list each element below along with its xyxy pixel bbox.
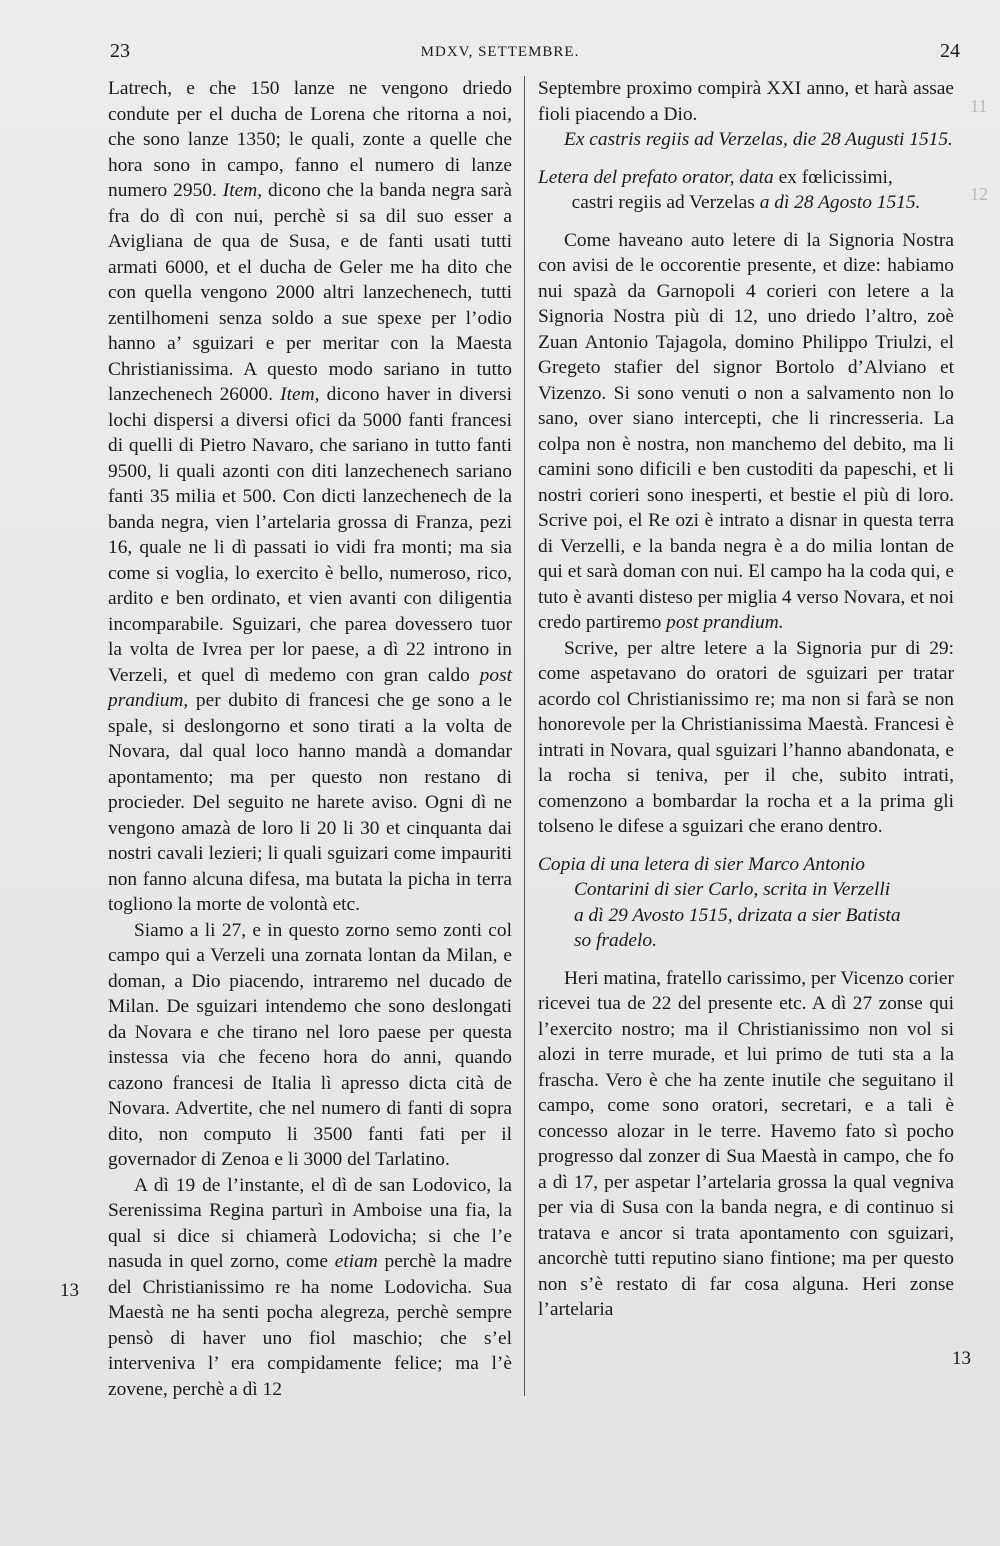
left-margin-marker: 13: [60, 1280, 79, 1301]
text-run: ex fœlicissimi,: [778, 166, 893, 188]
italic-run: Letera del prefato orator, data: [538, 166, 774, 188]
heading-line: a dì 29 Avosto 1515, drizata a sier Batista: [574, 904, 901, 926]
paragraph: Heri matina, fratello carissimo, per Vicenzo corier ricevei tua de 22 del presente etc. A dì 27 zonse qui l’exercito nostro; ma il Christianissimo non vol si alozi in terre murade, et lui primo de tuti sta a la frascha. Vero è che ha zente inutile che seguitano il campo, come sono oratori, secretari, e a tali è concesso alozar in le terre. Havemo fato sì pocho progresso dal zonzer di Sua Maestà in campo, che fo a dì 17, per aspetar l’artelaria grossa la qual vegniva per via di Susa con la banda negra, e di continuo si tratava e ancor si trata apontamento con sguizari, ancorchè tutti reputino siano fintione; ma per questo non s’è restato di far cosa alguna. Heri zonse l’artelaria: [538, 967, 954, 1320]
italic-run: Item,: [280, 384, 320, 405]
section-heading: [538, 165, 954, 191]
paragraph: [108, 76, 512, 918]
paragraph: [538, 228, 954, 636]
text-run: perchè la madre del Christianissimo re ha nome Lodovicha. Sua Maestà ne ha senti pocha alegreza, perchè sempre pensò di haver uno fiol maschio; che s’el interveniva l’ era compidamente felice; ma l’è zovene, perchè a dì 12: [108, 1251, 512, 1400]
dateline: Ex castris regiis ad Verzelas, die 28 Augusti 1515.: [564, 129, 953, 150]
right-margin-marker: 13: [952, 1348, 971, 1369]
text-run: Latrech, e che 150 lanze ne vengono driedo condute per el ducha de Lorena che ritorna a noi, che sono lanze 1350; le quali, zonte a quelle che hora sono in campo, fanno el numero di lanze numero 2950.: [108, 78, 512, 201]
heading-line: Copia di una letera di sier Marco Antonio: [538, 853, 865, 875]
bleed-through-number: 11: [970, 96, 988, 116]
paragraph: Siamo a li 27, e in questo zorno semo zonti col campo qui a Verzeli una zornata lontan da Milan, e doman, a Dio piacendo, intraremo nel ducado de Milan. De sguizari intendemo che sono deslongati da Novara e che tirano nel loro paese per questa instessa via che feceno hora do anni, quando cazono francesi de Italia lì apresso dicta cità de Novara. Advertite, che nel numero di fanti di sopra dito, non computo li 3500 fanti fati per il governador di Zenoa e li 3000 del Tarlatino.: [108, 919, 512, 1170]
paragraph: Septembre proximo compirà XXI anno, et harà assae fioli piacendo a Dio.: [538, 78, 954, 125]
left-page-number: 23: [110, 40, 130, 62]
column-divider: [524, 76, 525, 1396]
running-header: [0, 40, 1000, 68]
right-page-number: 24: [940, 40, 960, 62]
paragraph: Scrive, per altre letere a la Signoria pur di 29: come aspetavano do oratori de sguizari per tratar acordo col Christianissimo re; ma non si farà se non honorevole per la Christianissima Maestà. Francesi è intrati in Novara, qual sguizari l’hanno abandonata, e la rocha si teniva, per il che, subito intrati, comenzono a bombardar la rocha et a la prima gli tolseno le difese a sguizari che erano dentro.: [538, 637, 954, 837]
italic-run: post prandium.: [666, 612, 784, 633]
section-heading-line: [538, 190, 954, 216]
italic-run: a dì 28 Agosto 1515.: [759, 192, 921, 213]
paragraph: [108, 1173, 512, 1403]
text-run: dicono haver in diversi lochi dispersi a diversi ofici da 5000 fanti francesi di quelli di Pietro Navaro, che sariano in tutto fanti 9500, li quali azonti con diti lanzechenech sariano fanti 35 milia et 500. Con dicti lanzechenech de la banda negra, vien l’artelaria grossa di Franza, pezi 16, quale ne li dì passati io vidi fra monti; ma sia come si voglia, lo exercito è bello, numeroso, rico, ardito e ben ordinato, et vien avanti con diligentia incomparabile. Sguizari, che parea dovessero tuor la volta de Ivrea per lor paese, a dì 22 introno in Verzeli, et quel dì medemo con gran caldo: [108, 384, 512, 686]
text-run: A dì 19 de l’instante, el dì de san Lodovico, la Serenissima Regina parturì in Amboise una fia, la qual si dice si chiamerà Lodovicha; si che l’e nasuda in quel zorno, come: [108, 1174, 512, 1272]
spacer: [538, 840, 954, 852]
spacer: [538, 216, 954, 228]
bleed-through-number: 12: [970, 184, 988, 204]
text-run: per dubito di francesi che ge sono a le spale, si deslongorno et sono tirati a la volta de Novara, dal qual loco hanno mandà a domandar apontamento; ma per questo non restano di procieder. Del seguito ne harete aviso. Ogni dì ne vengono amazà de loro li 20 li 30 et cinquanta dai nostri cavali lezieri; li quali sguizari come impauriti non fanno alcuna difesa, ma butata la picha in terra togliono la morte de volontà etc.: [108, 690, 512, 915]
italic-run: etiam: [334, 1251, 378, 1272]
section-heading: [538, 852, 954, 954]
text-run: castri regiis ad Verzelas: [571, 192, 755, 213]
text-run: Come haveano auto letere di la Signoria Nostra con avisi de le occorentie presente, et dize: habiamo nui spazà da Garnopoli 4 corieri con letere a la Signoria Nostra più di 12, uno driedo l’altro, zoè Zuan Antonio Tajagola, domino Philippo Triulzi, el Gregeto stafier del signor Bortolo d’Alviano et Vizenzo. Si sono venuti o non a salvamento non lo sano, over siano intercepti, che li rincresseria. La colpa non è nostra, non manchemo del debito, ma li camini sono dificili e ben custoditi da papeschi, et li nostri corieri sono inesperti, et bestie el più di loro. Scrive poi, el Re ozi è intrato a disnar in questa terra di Verzelli, e la banda negra è a do milia lontan de qui et sarà doman con nui. El campo ha la coda qui, e tuto è avanti disteso per miglia 4 verso Novara, et noi credo partiremo: [538, 229, 954, 633]
left-column: [108, 76, 512, 1402]
spacer: [538, 954, 954, 966]
italic-run: Item,: [222, 180, 263, 201]
right-column: [538, 76, 954, 1323]
heading-line: Contarini di sier Carlo, scrita in Verzelli: [574, 879, 891, 900]
italic-run: post prandium,: [108, 664, 512, 711]
running-title: MDXV, SETTEMBRE.: [420, 44, 580, 60]
heading-line: so fradelo.: [574, 930, 657, 951]
spacer: [538, 153, 954, 165]
text-run: dicono che la banda negra sarà fra do dì con nui, perchè si sa dil suo esser a Avigliana de qua de Susa, e de fanti usati tutti armati 6000, et el ducha de Geler me ha dito che con quella vengono 2000 altri lanzechenech, tutti zentilhomeni senza soldo a sue spexe per l’odio hanno a’ sguizari e per meritar con la Maesta Christianissima. A questo modo sariano in tutto lanzechenech 26000.: [108, 180, 512, 405]
